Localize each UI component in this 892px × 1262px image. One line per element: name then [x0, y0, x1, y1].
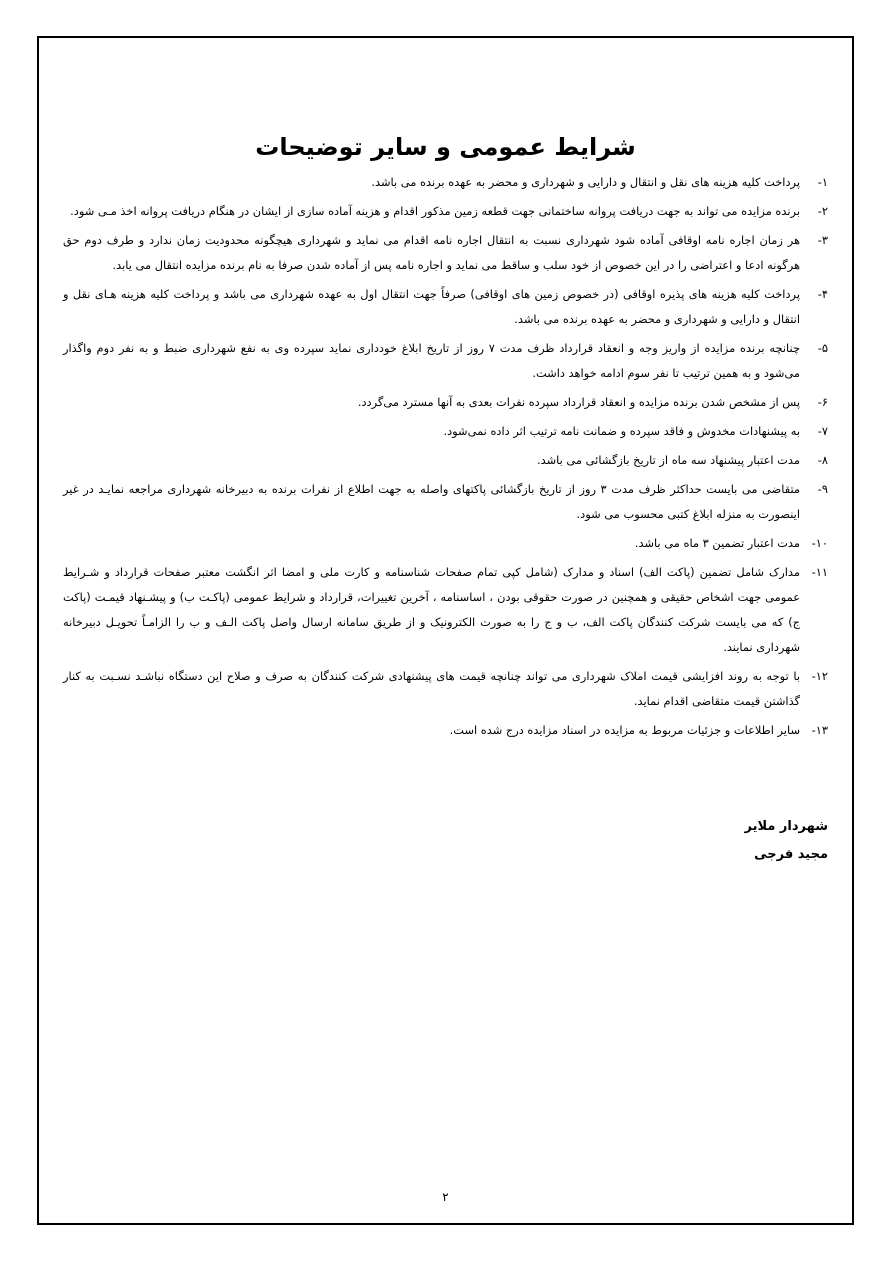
term-text: به پیشنهادات مخدوش و فاقد سپرده و ضمانت نامه ترتیب اثر داده نمی‌شود. — [443, 424, 800, 438]
term-text: برنده مزایده می تواند به جهت دریافت پروانه ساختمانی جهت قطعه زمین مذکور اقدام و هزینه آماده سازی از ایشان در هنگام دریافت پروانه اخذ مـی شود. — [70, 204, 800, 218]
term-number: ۳- — [817, 233, 828, 247]
term-number: ۸- — [817, 453, 828, 467]
page-frame — [37, 36, 854, 1225]
term-item — [63, 419, 828, 444]
term-number: ۷- — [817, 424, 828, 438]
signature-block — [745, 813, 828, 869]
term-item — [63, 228, 828, 278]
document-title: شرایط عمومی و سایر توضیحات — [255, 133, 636, 161]
term-item — [63, 199, 828, 224]
term-number: ۱۱- — [811, 565, 828, 579]
term-text: مدت اعتبار تضمین ۳ ماه می باشد. — [634, 536, 800, 550]
term-text: چنانچه برنده مزایده از واریز وجه و انعقاد قرارداد ظرف مدت ۷ روز از تاریخ ابلاغ خودداری نماید سپرده وی به نفع شهرداری ضبط و به نفر دوم واگذار می‌شود و به همین ترتیب تا نفر سوم ادامه خواهد داشت. — [63, 341, 800, 380]
term-number: ۴- — [817, 287, 828, 301]
page-number: ۲ — [442, 1190, 449, 1204]
term-item — [63, 664, 828, 714]
term-item — [63, 336, 828, 386]
term-item — [63, 560, 828, 660]
term-number: ۹- — [817, 482, 828, 496]
term-text: پس از مشخص شدن برنده مزایده و انعقاد قرارداد سپرده نفرات بعدی به آنها مسترد می‌گردد. — [357, 395, 800, 409]
term-text: پرداخت کلیه هزینه های پذیره اوقافی (در خصوص زمین های اوقافی) صرفاً جهت انتقال اول به عهده شهرداری می باشد و پرداخت کلیه هزینه هـای نقل و انتقال و دارایی و شهرداری و محضر به عهده برنده می باشد. — [63, 287, 800, 326]
term-number: ۶- — [817, 395, 828, 409]
term-item — [63, 718, 828, 743]
term-text: مدت اعتبار پیشنهاد سه ماه از تاریخ بازگشائی می باشد. — [537, 453, 800, 467]
signature-title: شهردار ملایر — [744, 819, 828, 834]
term-text: سایر اطلاعات و جزئیات مربوط به مزایده در اسناد مزایده درج شده است. — [449, 723, 800, 737]
term-item — [63, 282, 828, 332]
term-text: با توجه به روند افزایشی قیمت املاک شهرداری می تواند چنانچه قیمت های پیشنهادی شرکت کنندگان به صرف و صلاح این دستگاه نباشـد نسـبت به کنار گذاشتن قیمت متقاضی اقدام نماید. — [63, 669, 800, 708]
term-item — [63, 448, 828, 473]
term-text: پرداخت کلیه هزینه های نقل و انتقال و دارایی و شهرداری و محضر به عهده برنده می باشد. — [371, 175, 800, 189]
term-number: ۱۲- — [811, 669, 828, 683]
term-item — [63, 170, 828, 195]
term-item — [63, 477, 828, 527]
term-number: ۵- — [817, 341, 828, 355]
term-number: ۱۳- — [811, 723, 828, 737]
term-text: هر زمان اجاره نامه اوقافی آماده شود شهرداری نسبت به انتقال اجاره نامه اقدام می نماید و شهرداری هیچگونه محدودیت زمان ندارد و طرف دوم حق هرگونه ادعا و اعتراضی را در این خصوص از خود سلب و ساقط می نماید و اجاره نامه پس از آماده شدن صرفا به نام برنده مزایده انتقال می یابد. — [63, 233, 800, 272]
term-item — [63, 531, 828, 556]
term-number: ۲- — [817, 204, 828, 218]
term-text: متقاضی می بایست حداکثر ظرف مدت ۳ روز از تاریخ بازگشائی پاکتهای واصله به جهت اطلاع از نفرات برنده به دبیرخانه شهرداری مراجعه نمایـد در غیر اینصورت به منزله ابلاغ کتبی محسوب می شود. — [63, 482, 800, 521]
terms-list — [63, 170, 828, 747]
term-item — [63, 390, 828, 415]
term-number: ۱- — [817, 175, 828, 189]
term-text: مدارک شامل تضمین (پاکت الف) اسناد و مدارک (شامل کپی تمام صفحات شناسنامه و کارت ملی و امضا اثر انگشت معتبر صفحات قرارداد و شـرایط عمومی جهت اشخاص حقیقی و همچنین در صورت حقوقی بودن ، اساسنامه ، آخرین تغییرات، قرارداد و شرایط عمومی (پاکـت ب) و پیشـنهاد قیمـت (پاکت ج) که می بایست شرکت کنندگان پاکت الف، ب و ج را به صورت الکترونیک و از طریق سامانه ارسال واصل پاکت الـف و ب را الزامـاً تحویـل دبیرخانه شهرداری نمایند. — [63, 565, 800, 654]
signature-name: مجید فرجی — [754, 847, 828, 862]
term-number: ۱۰- — [811, 536, 828, 550]
